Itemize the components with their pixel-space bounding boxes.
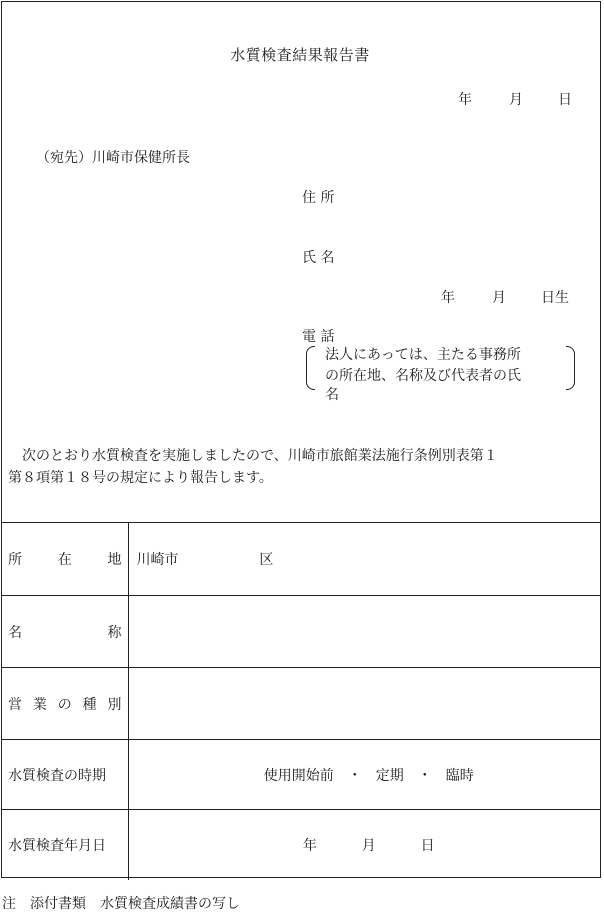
- attachment-footnote: 注 添付書類 水質検査成績書の写し: [2, 896, 240, 912]
- inspection-date-month: 月: [361, 837, 376, 854]
- location-label: 所 在 地: [1, 523, 128, 596]
- inspection-date-year: 年: [302, 837, 317, 854]
- birth-date-year: 年: [441, 290, 455, 306]
- corporate-note-line-3: 名: [325, 387, 339, 403]
- addressee: （宛先）川崎市保健所長: [36, 150, 190, 166]
- report-statement-line-1: 次のとおり水質検査を実施しましたので、川崎市旅館業法施行条例別表第１: [8, 448, 498, 464]
- report-date-day: 日: [558, 92, 572, 108]
- business-type-label: 営 業 の 種 別: [1, 668, 128, 740]
- table-row: [1, 810, 601, 880]
- form-title: 水質検査結果報告書: [230, 46, 370, 64]
- inspection-date-field[interactable]: [128, 810, 601, 880]
- facility-info-table: [1, 522, 601, 880]
- table-row: [1, 740, 601, 810]
- note-right-bracket: [566, 346, 575, 390]
- table-row: [1, 596, 601, 668]
- report-statement: [8, 445, 598, 489]
- inspection-date-day: 日: [420, 837, 435, 854]
- corporate-note-line-1: 法人にあっては、主たる事務所: [325, 347, 521, 363]
- report-date-year: 年: [458, 92, 472, 108]
- address-label: 住 所: [302, 190, 335, 206]
- business-type-field[interactable]: [128, 668, 601, 740]
- note-left-bracket: [306, 346, 315, 390]
- table-row: [1, 523, 601, 596]
- corporate-note-line-2: の所在地、名称及び代表者の氏: [325, 368, 521, 384]
- inspection-date-label: 水質検査年月日: [1, 810, 128, 880]
- facility-name-label: 名 称: [1, 596, 128, 668]
- birth-date-month: 月: [492, 290, 506, 306]
- inspection-timing-label: 水質検査の時期: [1, 740, 128, 810]
- location-city: 川崎市: [136, 552, 179, 568]
- location-field[interactable]: [128, 523, 601, 596]
- inspection-timing-options[interactable]: 使用開始前 ・ 定期 ・ 臨時: [128, 740, 601, 810]
- phone-label: 電 話: [302, 329, 335, 345]
- report-date-month: 月: [509, 92, 523, 108]
- birth-date-day: 日生: [541, 290, 569, 306]
- table-row: [1, 668, 601, 740]
- facility-name-field[interactable]: [128, 596, 601, 668]
- location-ward: 区: [259, 552, 274, 568]
- name-label: 氏 名: [302, 250, 335, 266]
- report-statement-line-2: 第８項第１８号の規定により報告します。: [8, 470, 273, 486]
